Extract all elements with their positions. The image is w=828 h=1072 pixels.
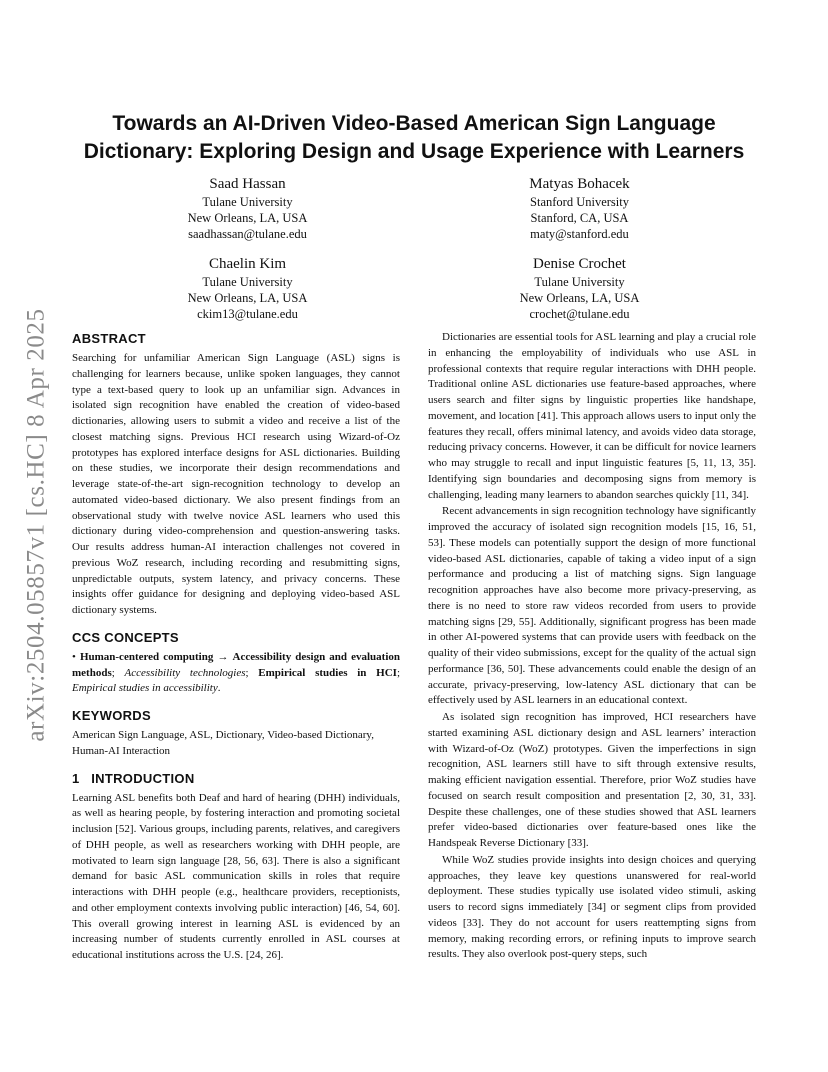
author-location: New Orleans, LA, USA — [519, 291, 640, 305]
ccs-end: . — [217, 682, 221, 695]
right-column — [428, 330, 756, 963]
author-email: crochet@tulane.edu — [529, 307, 630, 321]
keywords-heading: KEYWORDS — [72, 708, 151, 723]
introduction-paragraph: Learning ASL benefits both Deaf and hard of hearing (DHH) individuals, as well as hearing people, by fostering interaction and promoting societal inclusion [52]. Various groups, including parents, relatives, and caregivers of DHH people, as well as researchers working with DHH people, are motivated to learn sign language [28, 56, 63]. There is also a significant demand for basic ASL communication skills in roles that require interactions with DHH people (e.g., healthcare providers, receptionists, and other employment contexts involving public interaction) [46, 54, 60]. This overall growing interest in learning ASL is evidenced by an increasing number of students currently enrolled in ASL courses at educational institutions across the U.S. [24, 26]. — [72, 791, 400, 961]
author-affiliation: Tulane University — [202, 275, 293, 289]
body-paragraph: Dictionaries are essential tools for ASL learning and play a crucial role in enhancing the employability of individuals who use ASL in professional contexts that require regular interactions with DHH people. Traditional online ASL dictionaries use feature-based approaches, where users search and filter signs by linguistic properties like handshape, movement, and location [41]. This approach allows users to input only the features they recall, offers minimal latency, and avoids video data storage, reducing privacy concerns. However, it can be difficult for novice learners who may struggle to recall and input linguistic features [5, 11, 13, 35]. Identifying sign boundaries and decomposing signs from memory is challenging, leading many learners to abandon searches quickly [11, 34]. — [428, 331, 756, 501]
author-name: Saad Hassan — [209, 176, 286, 192]
ccs-separator: ; — [396, 666, 401, 679]
author-affiliation: Tulane University — [202, 195, 293, 209]
author-location: Stanford, CA, USA — [530, 211, 629, 225]
arxiv-identifier — [22, 290, 52, 760]
author-block — [482, 254, 677, 322]
author-block — [482, 174, 677, 242]
ccs-concept-2: Accessibility design and evaluation methods — [72, 650, 400, 679]
body-paragraph: As isolated sign recognition has improved, HCI researchers have started examining ASL dictionary design and ASL learners’ interaction with Wizard-of-Oz (WoZ) prototypes. Given the imperfections in sign recognition, ASL learners still have to sift through extensive results, making efficient navigation essential. Therefore, prior WoZ studies have focused on search result composition and presentation [2, 30, 31, 33]. Despite these challenges, one of these studies showed that ASL learners prefer video-based dictionaries over feature-based ones like the Handspeak Reverse Dictionary [33]. — [428, 711, 756, 849]
ccs-separator: ; — [245, 666, 249, 679]
arxiv-id-text: arXiv:2504.05857v1 [cs.HC] 8 Apr 2025 — [23, 308, 50, 742]
title-line-2: Dictionary: Exploring Design and Usage Experience with Learners — [83, 140, 745, 163]
author-name: Denise Crochet — [533, 256, 626, 272]
left-column — [72, 330, 400, 964]
ccs-arrow: → — [217, 650, 229, 663]
ccs-separator: ; — [111, 666, 115, 679]
ccs-concept-3: Accessibility technologies — [124, 666, 246, 679]
ccs-concepts — [72, 650, 400, 697]
author-location: New Orleans, LA, USA — [187, 291, 308, 305]
title-line-1: Towards an AI-Driven Video-Based American Sign Language — [112, 112, 716, 135]
author-email: maty@stanford.edu — [530, 227, 629, 241]
ccs-heading: CCS CONCEPTS — [72, 629, 179, 645]
author-affiliation: Tulane University — [534, 275, 625, 289]
keywords-text: American Sign Language, ASL, Dictionary, Video-based Dictionary, Human-AI Interaction — [72, 729, 374, 757]
ccs-concept-1: Human-centered computing — [79, 650, 214, 663]
author-name: Chaelin Kim — [208, 256, 287, 272]
introduction-heading: 1 INTRODUCTION — [72, 770, 195, 786]
ccs-bullet: • — [72, 650, 76, 663]
author-block — [150, 254, 345, 322]
ccs-concept-5: Empirical studies in accessibility — [72, 682, 218, 695]
body-paragraph: While WoZ studies provide insights into design choices and querying approaches, they leave key questions unanswered for real-world deployment. These studies typically use isolated video stimuli, asking users to record signs immediately [34] or segment clips from provided videos [33]. They do not account for users reattempting signs from memory, making recording errors, or refining inputs to improve search results. They also overlook post-query steps, such — [428, 853, 756, 961]
body-paragraph: Recent advancements in sign recognition technology have significantly improved the accuracy of isolated sign recognition models [15, 16, 51, 53]. These models can potentially support the design of more functional video-based ASL dictionaries, capable of taking a video input of a sign performance and producing a list of matching signs. Sign language recognition approaches have also become more privacy-preserving, as there is no need to store raw videos recorded from users to provide matching signs [29, 55]. Additionally, significant progress has been made in other AI-powered systems that can provide users with feedback on the quality of their video submissions, except for the quality of the actual sign performance [36, 50]. These advancements could enable the design of an accurate, privacy-preserving, low-latency ASL dictionary that can be effectively used by ASL learners in an educational context. — [428, 505, 756, 707]
author-email: saadhassan@tulane.edu — [188, 227, 307, 241]
author-location: New Orleans, LA, USA — [187, 211, 308, 225]
paper-title — [60, 110, 768, 166]
author-block — [150, 174, 345, 242]
author-email: ckim13@tulane.edu — [197, 307, 298, 321]
author-name: Matyas Bohacek — [529, 176, 630, 192]
ccs-concept-4: Empirical studies in HCI — [258, 666, 397, 679]
abstract-text: Searching for unfamiliar American Sign Language (ASL) signs is challenging for learners because, unlike spoken languages, they cannot type a text-based query to look up an unfamiliar sign. Advances in isolated sign recognition have enabled the creation of video-based dictionaries, allowing users to submit a video and receive a list of the closest matching signs. Previous HCI research using Wizard-of-Oz prototypes has explored interface designs for ASL dictionaries. Building on these studies, we incorporate their design recommendations and leverage state-of-the-art sign-recognition technology to develop an automated video-based dictionary. We also present findings from an observational study with twelve novice ASL learners who used this dictionary during video-comprehension and question-answering tasks. Our results address human-AI interaction challenges not covered in previous WoZ research, including recording and resubmitting signs, unpredictable outputs, system latency, and privacy concerns. These insights offer guidance for designing and deploying video-based ASL dictionary systems. — [72, 352, 400, 616]
abstract-heading: ABSTRACT — [72, 331, 146, 346]
author-affiliation: Stanford University — [530, 195, 629, 209]
